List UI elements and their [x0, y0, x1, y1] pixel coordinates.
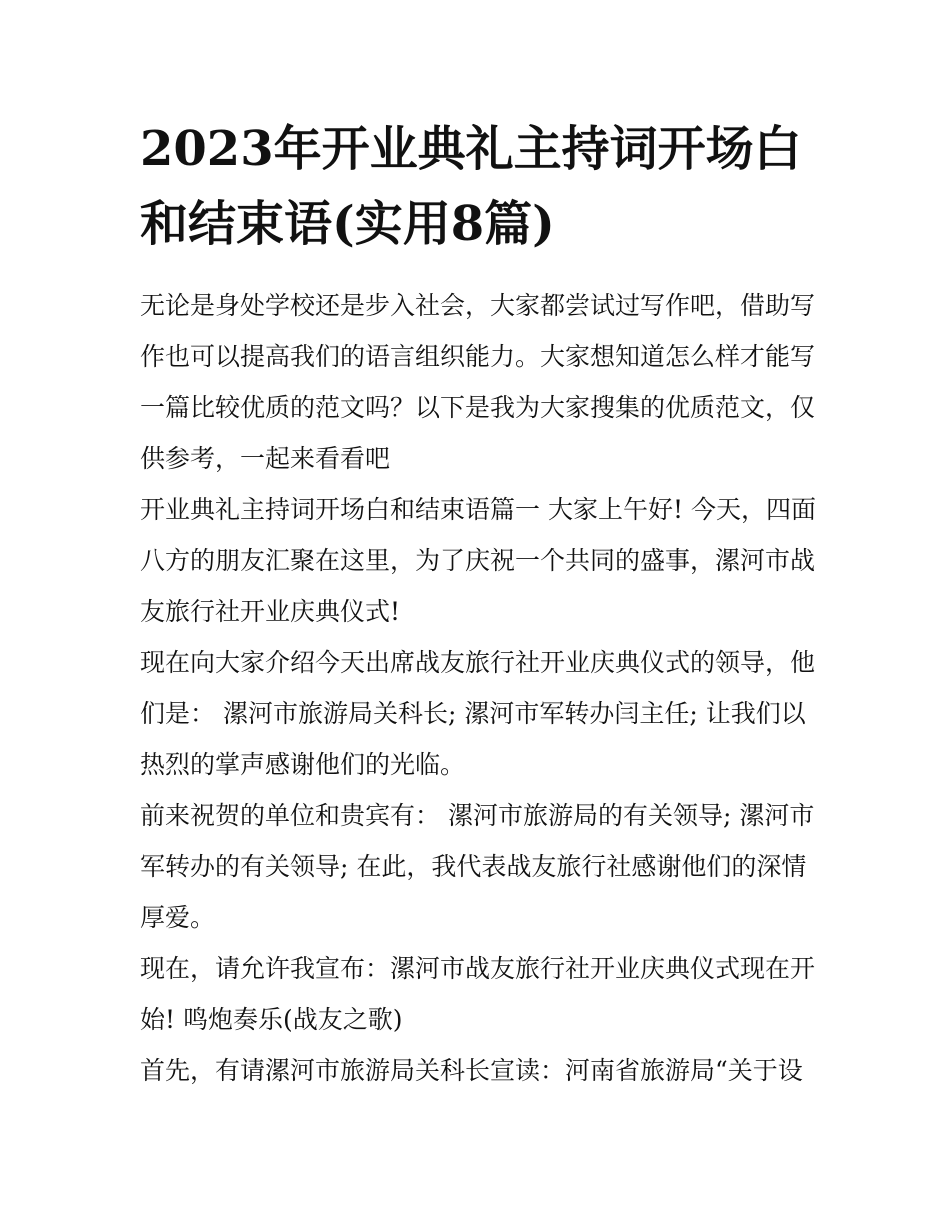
paragraph-announcement: 现在，请允许我宣布：漯河市战友旅行社开业庆典仪式现在开始! 鸣炮奏乐(战友之歌) [140, 954, 816, 1034]
document-title: 2023年开业典礼主持词开场白和结束语(实用8篇) [140, 121, 802, 252]
paragraph-opening: 开业典礼主持词开场白和结束语篇一 大家上午好! 今天，四面八方的朋友汇聚在这里，为了庆祝一个共同的盛事，漯河市战友旅行社开业庆典仪式! [140, 495, 816, 626]
paragraph-intro: 无论是身处学校还是步入社会，大家都尝试过写作吧，借助写作也可以提高我们的语言组织能力。大家想知道怎么样才能写一篇比较优质的范文吗？以下是我为大家搜集的优质范文，仅供参考，一起来看看吧 [140, 291, 816, 473]
paragraph-guests: 前来祝贺的单位和贵宾有： 漯河市旅游局的有关领导; 漯河市军转办的有关领导; 在此，我代表战友旅行社感谢他们的深情厚爱。 [140, 801, 815, 932]
paragraph-leaders: 现在向大家介绍今天出席战友旅行社开业庆典仪式的领导，他们是： 漯河市旅游局关科长; 漯河市军转办闫主任; 让我们以热烈的掌声感谢他们的光临。 [140, 648, 816, 779]
paragraph-reading: 首先，有请漯河市旅游局关科长宣读：河南省旅游局“关于设 [140, 1056, 803, 1085]
document-body [140, 280, 820, 1096]
